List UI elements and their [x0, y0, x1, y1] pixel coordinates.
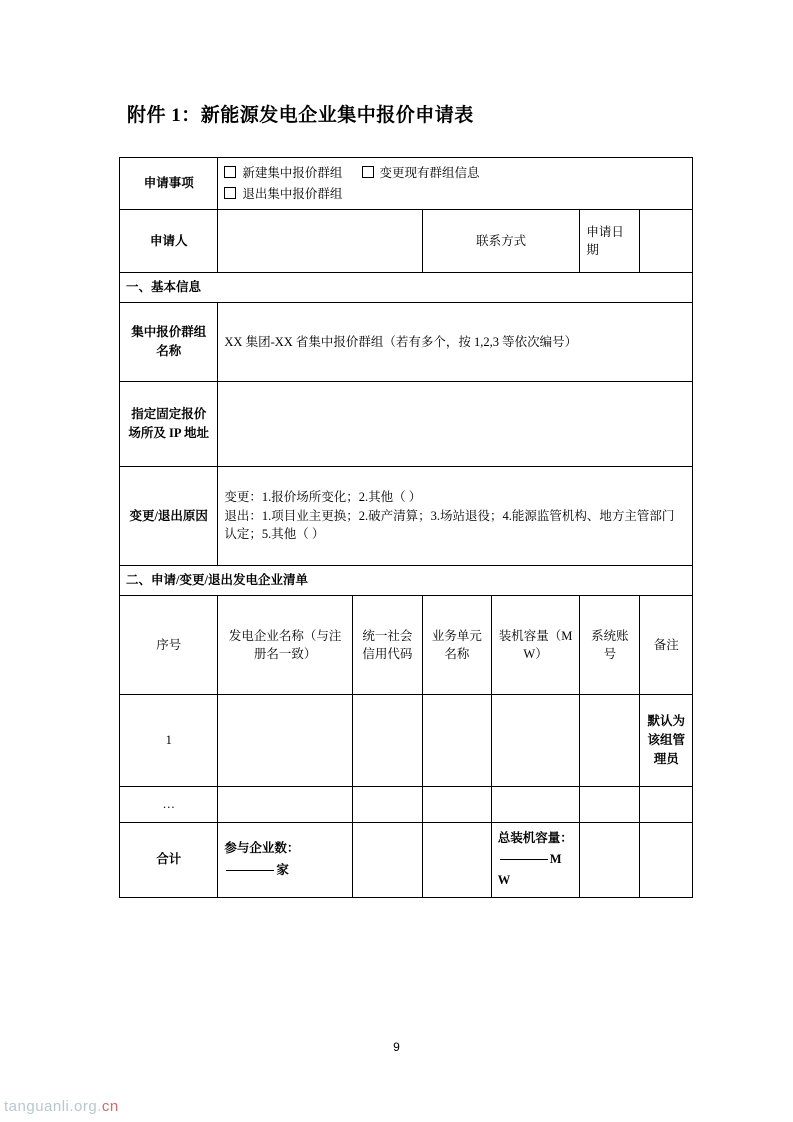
ip-address-label: 指定固定报价场所及 IP 地址 [120, 382, 218, 467]
cell-note: 默认为该组管理员 [640, 694, 693, 786]
contact-label: 联系方式 [422, 210, 579, 273]
cell-account[interactable] [580, 694, 640, 786]
group-name-label: 集中报价群组名称 [120, 303, 218, 382]
row-ip-address [120, 382, 693, 467]
apply-items-options [218, 158, 693, 210]
watermark-main: tanguanli.org. [4, 1098, 102, 1115]
total-account-cell [580, 822, 640, 897]
total-capacity-cell [491, 822, 580, 897]
row-group-name [120, 303, 693, 382]
column-header-business-unit: 业务单元名称 [422, 595, 491, 694]
table-row [120, 786, 693, 822]
cell-credit-code[interactable] [352, 694, 422, 786]
option-exit-group[interactable] [224, 184, 342, 205]
cell-credit-code[interactable] [352, 786, 422, 822]
column-header-note: 备注 [640, 595, 693, 694]
section-basic-title: 一、基本信息 [120, 273, 693, 303]
cell-capacity[interactable] [491, 694, 580, 786]
option-change-group-label: 变更现有群组信息 [379, 166, 480, 180]
date-value[interactable] [640, 210, 693, 273]
total-note-cell [640, 822, 693, 897]
total-credit-code-cell [352, 822, 422, 897]
option-new-group-label: 新建集中报价群组 [242, 166, 343, 180]
apply-items-line-1 [224, 163, 686, 184]
cell-index: … [120, 786, 218, 822]
total-capacity-blank[interactable] [500, 858, 548, 860]
apply-items-label: 申请事项 [120, 158, 218, 210]
change-reason-value[interactable] [218, 467, 693, 566]
row-section-basic [120, 273, 693, 303]
total-capacity-unit: MW [497, 852, 562, 888]
cell-enterprise-name[interactable] [218, 786, 353, 822]
option-new-group[interactable] [224, 163, 342, 184]
row-applicant [120, 210, 693, 273]
change-reason-line-2: 退出：1.项目业主更换；2.破产清算；3.场站退役；4.能源监管机构、地方主管部门认定；5.其他（ ） [224, 508, 675, 542]
column-header-credit-code: 统一社会信用代码 [352, 595, 422, 694]
group-name-value[interactable]: XX 集团-XX 省集中报价群组（若有多个，按 1,2,3 等依次编号） [218, 303, 693, 382]
watermark [4, 1098, 119, 1115]
column-header-index: 序号 [120, 595, 218, 694]
row-section-list [120, 566, 693, 596]
change-reason-label: 变更/退出原因 [120, 467, 218, 566]
column-header-account: 系统账号 [580, 595, 640, 694]
column-header-capacity: 装机容量（MW） [491, 595, 580, 694]
application-form-table [119, 157, 693, 898]
total-business-unit-cell [422, 822, 491, 897]
date-label: 申请日期 [580, 210, 640, 273]
checkbox-icon[interactable] [224, 187, 236, 199]
page-number: 9 [393, 1040, 400, 1054]
cell-capacity[interactable] [491, 786, 580, 822]
table-row [120, 694, 693, 786]
row-change-reason [120, 467, 693, 566]
total-enterprises-label: 参与企业数： [224, 841, 300, 856]
total-enterprises-cell [218, 822, 353, 897]
cell-note[interactable] [640, 786, 693, 822]
cell-business-unit[interactable] [422, 694, 491, 786]
applicant-value[interactable] [218, 210, 422, 273]
apply-items-line-2 [224, 184, 686, 205]
option-change-group[interactable] [362, 163, 480, 184]
column-header-enterprise-name: 发电企业名称（与注册名一致） [218, 595, 353, 694]
change-reason-line-1: 变更：1.报价场所变化；2.其他（ ） [224, 489, 422, 504]
ip-address-value[interactable] [218, 382, 693, 467]
table-header-row [120, 595, 693, 694]
checkbox-icon[interactable] [224, 166, 236, 178]
table-total-row [120, 822, 693, 897]
cell-account[interactable] [580, 786, 640, 822]
section-list-title: 二、申请/变更/退出发电企业清单 [120, 566, 693, 596]
option-exit-group-label: 退出集中报价群组 [242, 186, 343, 201]
cell-enterprise-name[interactable] [218, 694, 353, 786]
total-capacity-label: 总装机容量： [497, 830, 573, 845]
applicant-label: 申请人 [120, 210, 218, 273]
row-apply-items [120, 158, 693, 210]
total-label: 合计 [120, 822, 218, 897]
cell-business-unit[interactable] [422, 786, 491, 822]
watermark-suffix: cn [101, 1098, 119, 1115]
total-enterprises-blank[interactable] [226, 869, 274, 871]
checkbox-icon[interactable] [362, 166, 374, 178]
page-title: 附件 1：新能源发电企业集中报价申请表 [127, 105, 474, 126]
cell-index: 1 [120, 694, 218, 786]
total-enterprises-unit: 家 [276, 862, 289, 877]
